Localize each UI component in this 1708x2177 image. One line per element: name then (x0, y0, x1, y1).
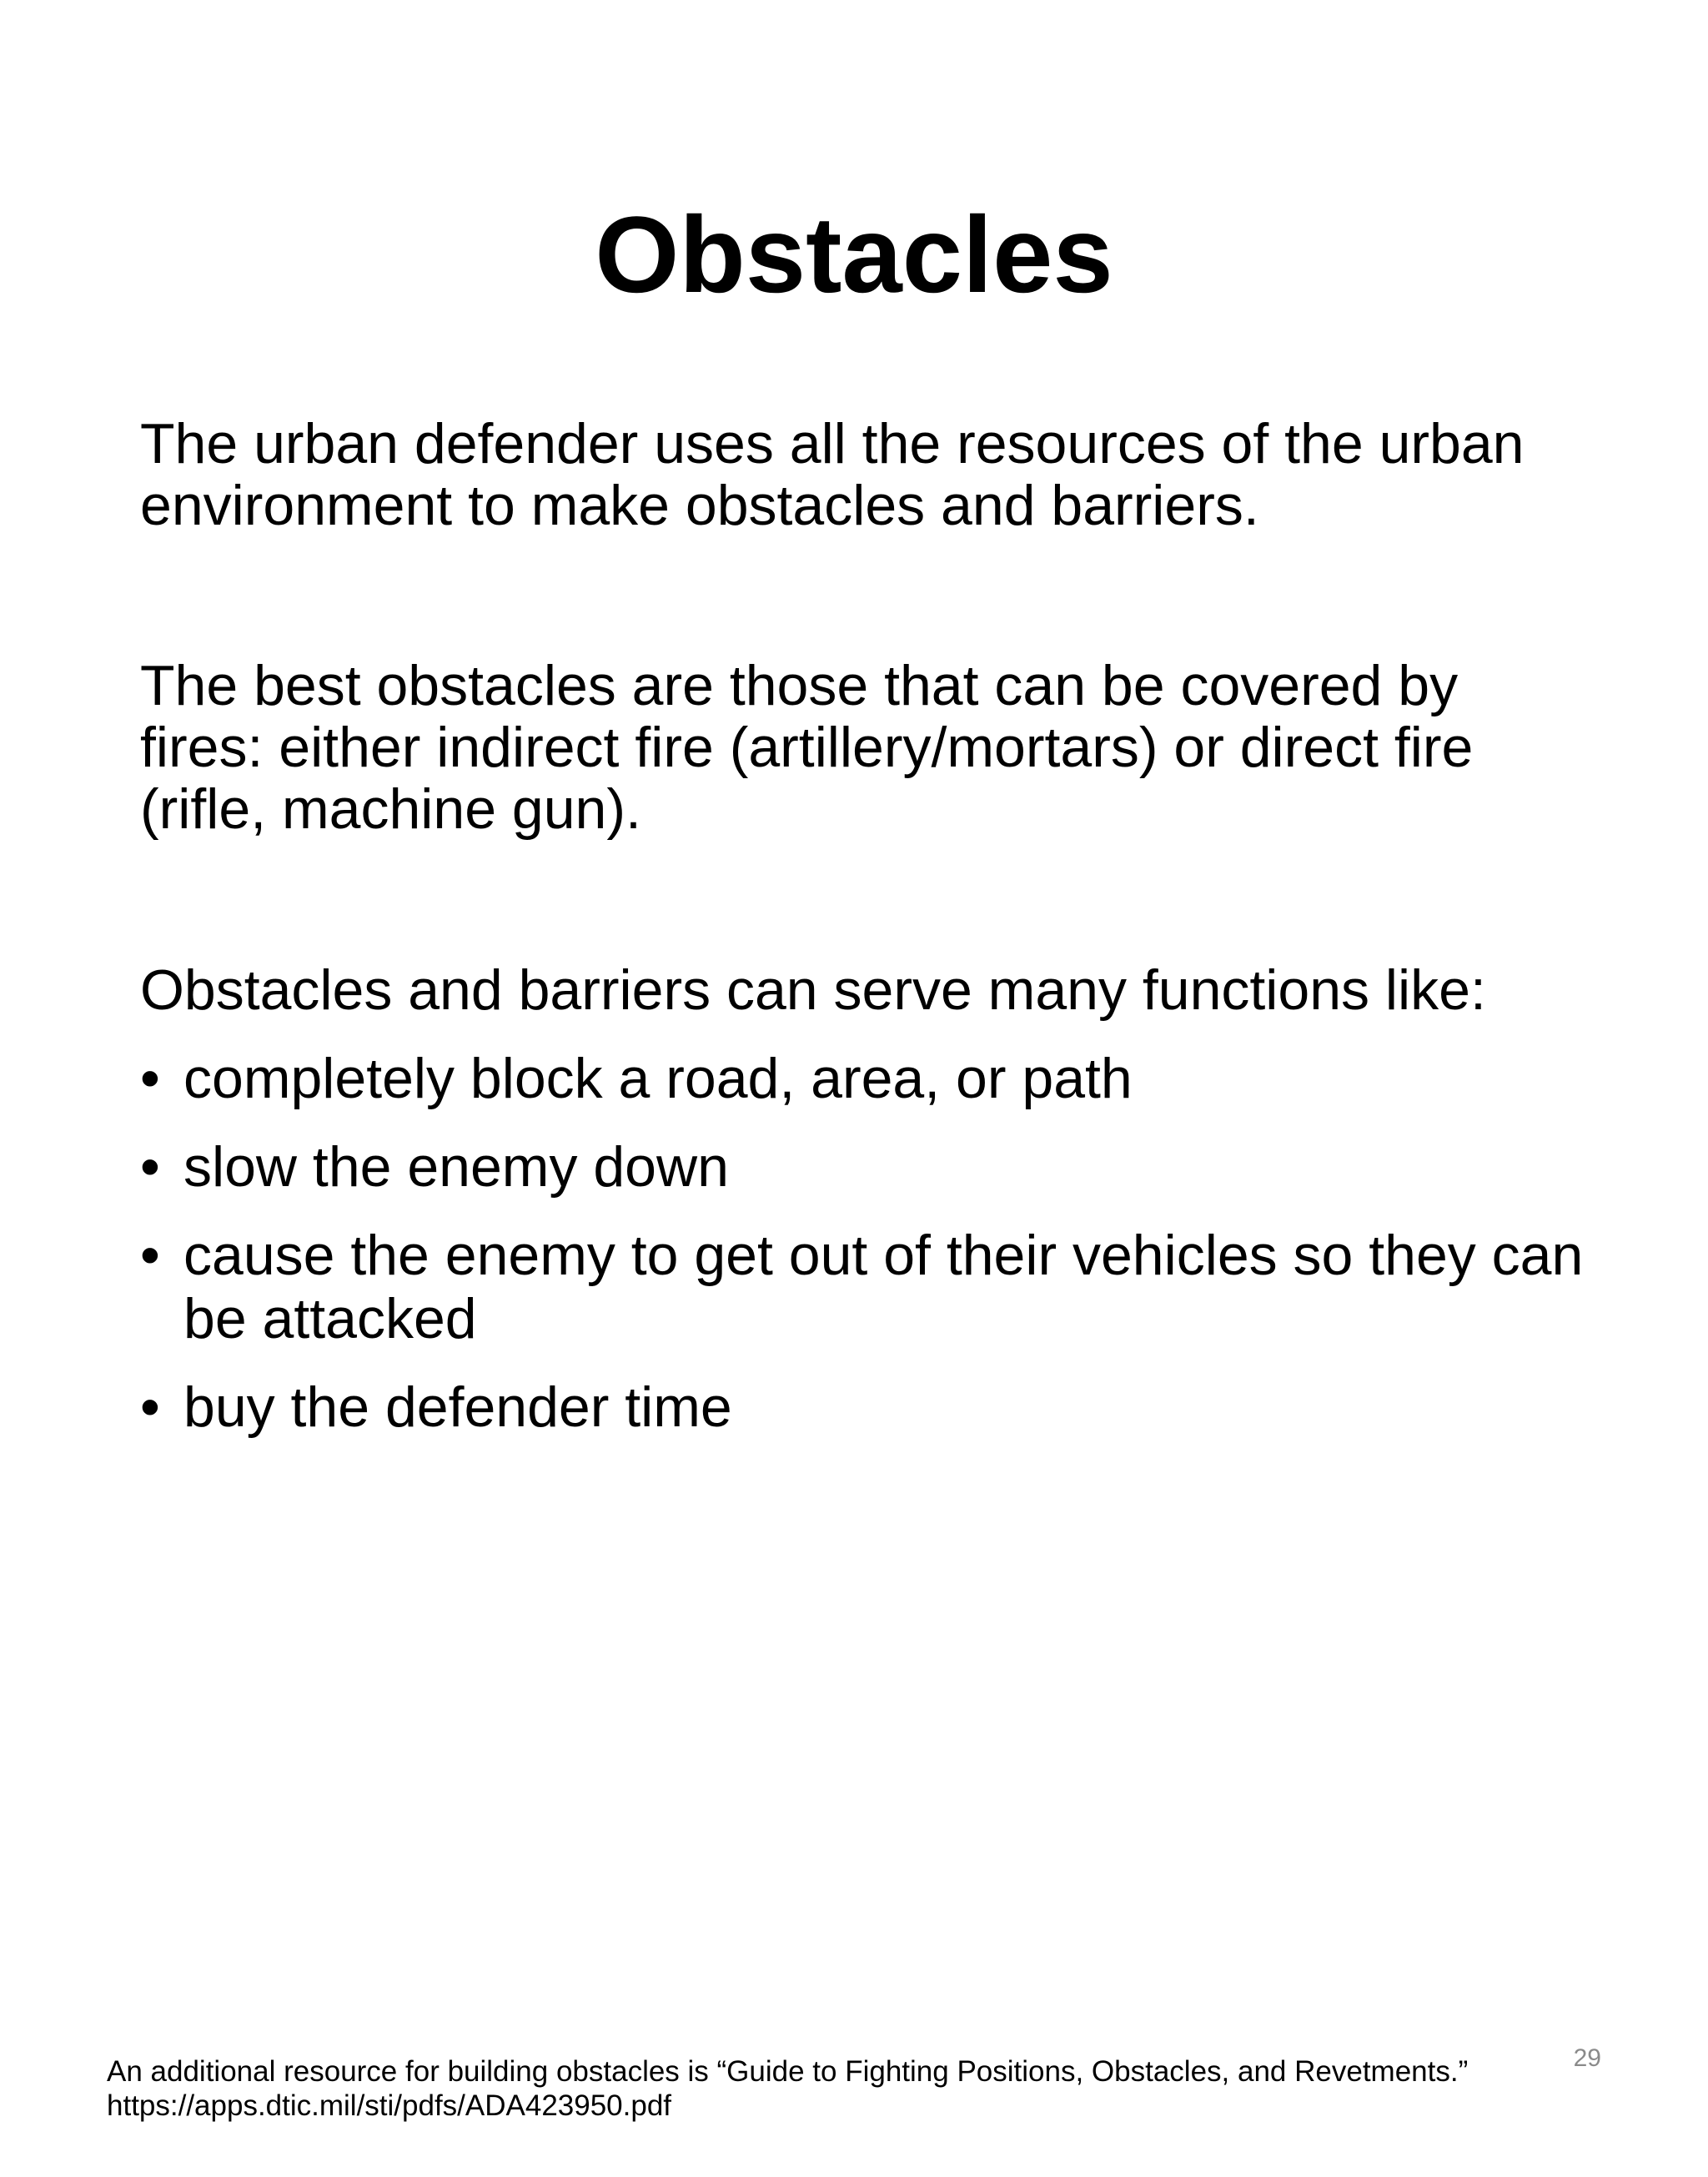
list-item-text: slow the enemy down (183, 1135, 729, 1199)
list-item-text: cause the enemy to get out of their vehicles so they can be attacked (183, 1224, 1584, 1350)
page-number: 29 (1573, 2044, 1601, 2072)
bullet-icon: • (140, 1047, 160, 1110)
intro-paragraph: The urban defender uses all the resources of the urban environment to make obstacles and barriers. (140, 412, 1525, 537)
list-item (140, 1135, 1591, 1199)
functions-lead-in: Obstacles and barriers can serve many functions like: (140, 958, 1486, 1022)
bullet-icon: • (140, 1135, 160, 1199)
footnote-url: https://apps.dtic.mil/sti/pdfs/ADA423950.pdf (107, 2089, 672, 2122)
footnote-text: An additional resource for building obstacles is “Guide to Fighting Positions, Obstacles, and Revetments.” (107, 2055, 1469, 2088)
list-item (140, 1375, 1591, 1439)
bullet-icon: • (140, 1375, 160, 1439)
footnote (107, 2054, 1525, 2123)
list-item-text: buy the defender time (183, 1375, 732, 1439)
functions-list (140, 1047, 1591, 1464)
bullet-icon: • (140, 1224, 160, 1287)
list-item-text: completely block a road, area, or path (183, 1047, 1133, 1110)
list-item (140, 1224, 1591, 1350)
slide-title: Obstacles (595, 194, 1113, 315)
list-item (140, 1047, 1591, 1110)
best-obstacles-paragraph: The best obstacles are those that can be covered by fires: either indirect fire (artillery/mortars) or direct fire (rifle, machine gun). (140, 654, 1474, 841)
